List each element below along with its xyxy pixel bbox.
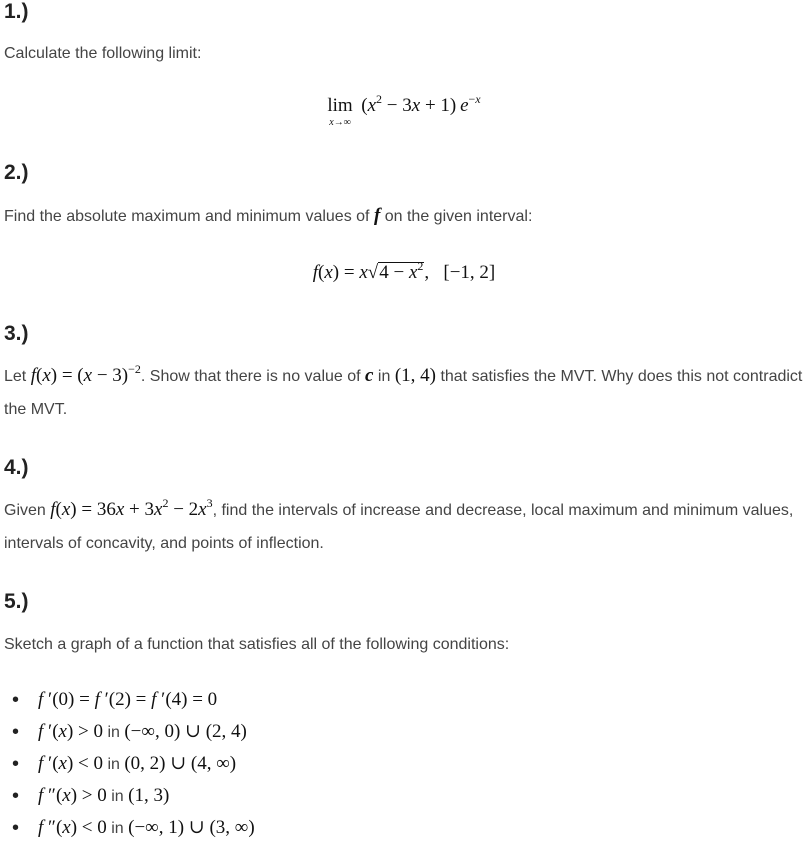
limit-word: lim [327,95,353,116]
problem-2-var-f: f [373,205,381,226]
problem-4-function: $f(x) = 36x + 3x^2 - 2x^3$ [50,496,213,520]
in-word: in [111,820,124,837]
condition-item: • f ″(x) > 0 in (1, 3) [38,780,255,812]
problem-3-interval: (1, 4) [394,365,436,386]
conditions-list [0,684,255,844]
problem-2-prompt-after: on the given interval: [384,208,533,225]
problem-3-text [4,359,804,426]
problem-5-number: 5.) [4,590,29,613]
problem-2-function: $f(x) = x√4 - x^2$, [−1, 2] [312,259,496,283]
problem-2-prompt-before: Find the absolute maximum and minimum values of [4,208,370,225]
problem-3-rest: that satisfies the MVT. Why does this not contradict the MVT. [4,368,803,418]
problem-2-prompt [4,199,804,233]
condition-item: • f ′(x) > 0 in (−∞, 0) ∪ (2, 4) [38,716,255,748]
problem-4-rest: , find the intervals of increase and decrease, local maximum and minimum values, intervals of concavity, and points of inflection. [4,502,794,552]
problem-5-prompt: Sketch a graph of a function that satisfies all of the following conditions: [4,636,510,653]
in-word: in [111,788,124,805]
problem-1-prompt: Calculate the following limit: [4,45,202,62]
problem-3-var-c: c [365,365,374,386]
problem-3-let: Let [4,368,27,385]
in-word: in [107,724,120,741]
limit-subscript: x→∞ [329,117,351,128]
in-word: in [107,756,120,773]
problem-3-function: $f(x) = (x - 3)^{-2}$ [30,362,141,386]
problem-3-show: . Show that there is no value of [140,368,361,385]
problem-1-number: 1.) [4,0,29,23]
limit-operator [327,95,353,128]
problem-2-interval: [−1, 2] [443,262,496,283]
problem-4-number: 4.) [4,456,29,479]
condition-item: • f ′(x) < 0 in (0, 2) ∪ (4, ∞) [38,748,255,780]
problem-3-in: in [377,368,391,385]
condition-item: • f ′(0) = f ′(2) = f ′(4) = 0 [38,684,255,716]
problem-4-given: Given [4,502,46,519]
condition-item: • f ″(x) < 0 in (−∞, 1) ∪ (3, ∞) [38,812,255,844]
problem-4-text [4,493,804,560]
problem-3-number: 3.) [4,322,29,345]
problem-2-number: 2.) [4,161,29,184]
problem-1-limit-expression: lim x→∞ $(x^2 - 3x + 1)$ $e^{-x}$ [327,92,481,128]
